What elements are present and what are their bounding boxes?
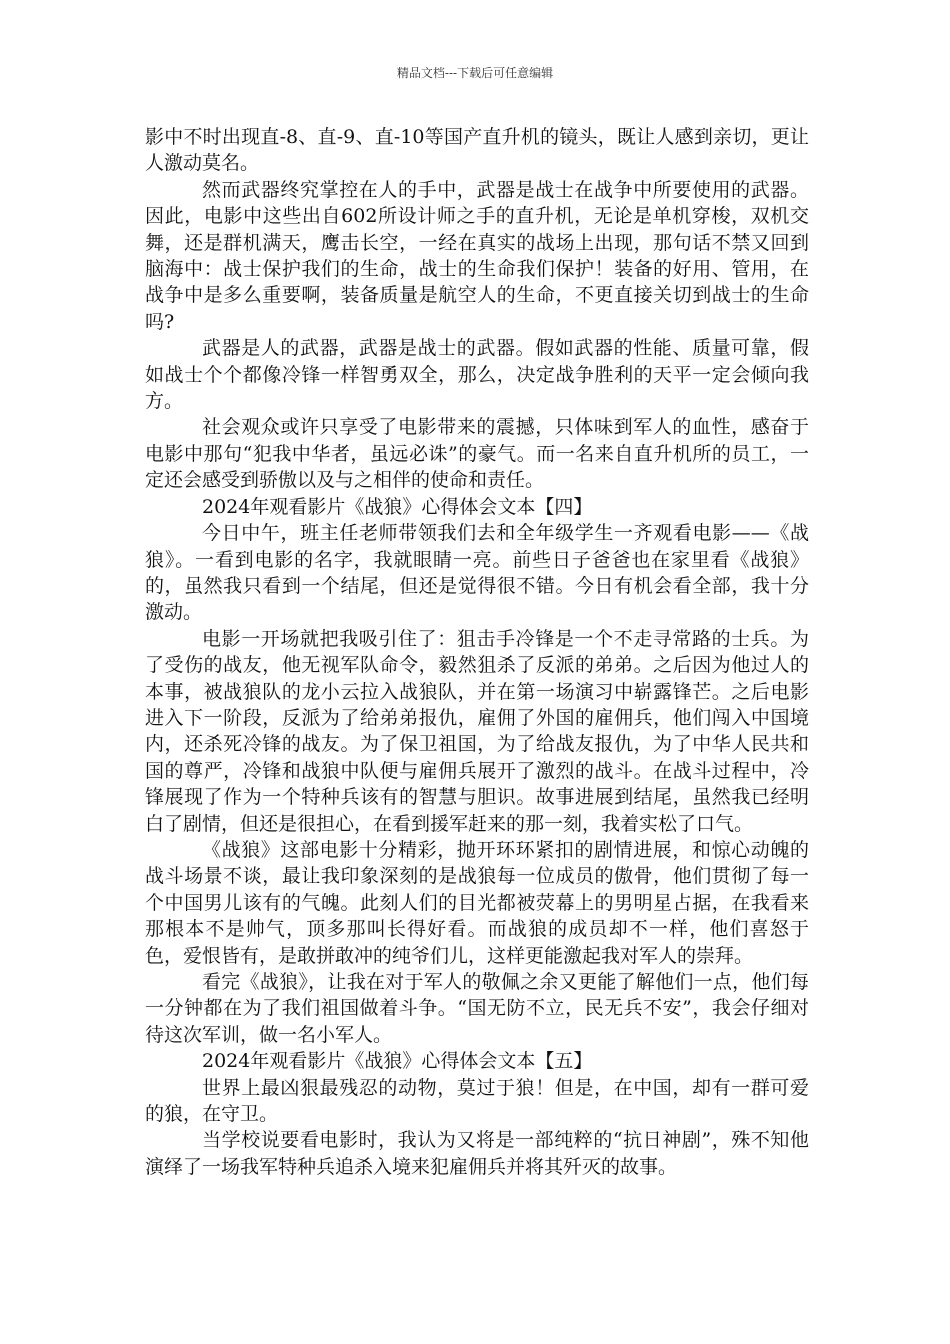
paragraph: 社会观众或许只享受了电影带来的震撼，只体味到军人的血性，感奋于电影中那句“犯我中华者，虽远必诛”的豪气。而一名来自直升机所的员工，一定还会感受到骄傲以及与之相伴的使命和责任。 — [145, 416, 809, 492]
section-heading: 2024年观看影片《战狼》心得体会文本【五】 — [202, 1050, 593, 1073]
paragraph: 然而武器终究掌控在人的手中，武器是战士在战争中所要使用的武器。因此，电影中这些出自602所设计师之手的直升机，无论是单机穿梭，双机交舞，还是群机满天，鹰击长空，一经在真实的战场上出现，那句话不禁又回到脑海中：战士保护我们的生命，战士的生命我们保护！装备的好用、管用，在战争中是多么重要啊，装备质量是航空人的生命，不更直接关切到战士的生命吗? — [145, 178, 809, 333]
paragraph: 当学校说要看电影时，我认为又将是一部纯粹的“抗日神剧”，殊不知他演绎了一场我军特种兵追杀入境来犯雇佣兵并将其歼灭的故事。 — [145, 1129, 809, 1178]
paragraph: 《战狼》这部电影十分精彩，抛开环环紧扣的剧情进展，和惊心动魄的战斗场景不谈，最让我印象深刻的是战狼每一位成员的傲骨，他们贯彻了每一个中国男儿该有的气魄。此刻人们的目光都被荧幕上的男明星占据，在我看来那根本不是帅气，顶多那叫长得好看。而战狼的成员却不一样，他们喜怒于色，爱恨皆有，是敢拼敢冲的纯爷们儿，这样更能激起我对军人的崇拜。 — [145, 838, 809, 967]
section-heading: 2024年观看影片《战狼》心得体会文本【四】 — [202, 495, 593, 518]
document-body — [145, 124, 809, 1180]
paragraph: 看完《战狼》，让我在对于军人的敬佩之余又更能了解他们一点，他们每一分钟都在为了我们祖国做着斗争。“国无防不立，民无兵不安”，我会仔细对待这次军训，做一名小军人。 — [145, 971, 809, 1046]
paragraph: 影中不时出现直-8、直-9、直-10等国产直升机的镜头，既让人感到亲切，更让人激动莫名。 — [145, 126, 809, 175]
page-header: 精品文档---下载后可任意编辑 — [396, 66, 554, 80]
paragraph: 世界上最凶狠最残忍的动物，莫过于狼！但是，在中国，却有一群可爱的狼，在守卫。 — [145, 1076, 809, 1126]
paragraph: 电影一开场就把我吸引住了：狙击手冷锋是一个不走寻常路的士兵。为了受伤的战友，他无视军队命令，毅然狙杀了反派的弟弟。之后因为他过人的本事，被战狼队的龙小云拉入战狼队，并在第一场演习中崭露锋芒。之后电影进入下一阶段，反派为了给弟弟报仇，雇佣了外国的雇佣兵，他们闯入中国境内，还杀死冷锋的战友。为了保卫祖国，为了给战友报仇，为了中华人民共和国的尊严，冷锋和战狼中队便与雇佣兵展开了激烈的战斗。在战斗过程中，冷锋展现了作为一个特种兵该有的智慧与胆识。故事进展到结尾，虽然我已经明白了剧情，但还是很担心，在看到援军赶来的那一刻，我着实松了口气。 — [145, 627, 809, 835]
paragraph: 今日中午，班主任老师带领我们去和全年级学生一齐观看电影——《战狼》。一看到电影的名字，我就眼睛一亮。前些日子爸爸也在家里看《战狼》的，虽然我只看到一个结尾，但还是觉得很不错。今日有机会看全部，我十分激动。 — [145, 522, 809, 624]
paragraph: 武器是人的武器，武器是战士的武器。假如武器的性能、质量可靠，假如战士个个都像冷锋一样智勇双全，那么，决定战争胜利的天平一定会倾向我方。 — [145, 337, 809, 413]
